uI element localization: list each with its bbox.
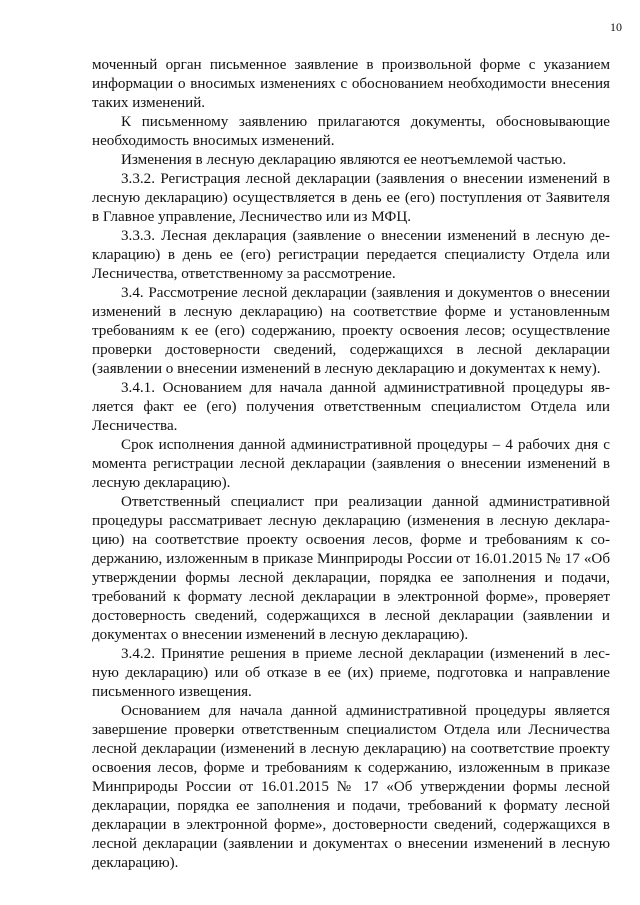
page-number: 10: [610, 20, 622, 34]
paragraph-continuation: моченный орган письменное заявление в произвольной форме с указанием информации о вносимых изменениях с обоснованием необходимости внесения таких изменений.: [92, 57, 610, 111]
paragraph-attachments: К письменному заявлению прилагаются документы, обосновывающие необходимость вносимых изменений.: [92, 114, 610, 149]
paragraph-3-3-3: 3.3.3. Лесная декларация (заявление о внесении изменений в лесную декларацию) в день ее (его) регистрации передается специалисту Отдела или Лесничества, ответственному за рассмотрение.: [92, 228, 610, 282]
paragraph-basis: Основанием для начала данной административной процедуры является завершение проверки ответственным специалистом Отдела или Лесничества лесной декларации (изменений в лесную декларацию) на соответствие проекту освоения лесов, форме и требованиям к содержанию, изложенным в приказе Минприроды России от 16.01.2015 № 17 «Об утверждении формы лесной декларации, порядка ее заполнения и подачи, требований к формату лесной декларации в электронной форме», достоверности сведений, содержащихся в лесной декларации (заявлении и документах о внесении изменений в лесную декларацию).: [92, 703, 610, 871]
paragraph-3-3-2: 3.3.2. Регистрация лесной декларации (заявления о внесении изменений в лесную декларацию) осуществляется в день ее (его) поступления от Заявителя в Главное управление, Лесничество или из МФЦ.: [92, 171, 610, 225]
paragraph-deadline: Срок исполнения данной административной процедуры – 4 рабочих дня с момента регистрации лесной декларации (заявления о внесении изменений в лесную декларацию).: [92, 437, 610, 491]
document-body: [92, 56, 610, 873]
paragraph-integral-part: Изменения в лесную декларацию являются ее неотъемлемой частью.: [121, 152, 567, 168]
paragraph-specialist-review: Ответственный специалист при реализации данной административной процедуры рассматривает лесную декларацию (изменения в лесную декларацию) на соответствие проекту освоения лесов, форме и требованиям к содержанию, изложенным в приказе Минприроды России от 16.01.2015 № 17 «Об утверждении формы лесной декларации, порядка ее заполнения и подачи, требований к формату лесной декларации в электронной форме», проверяет достоверность сведений, содержащихся в лесной декларации (заявлении и документах о внесении изменений в лесную декларацию).: [92, 494, 610, 643]
paragraph-3-4: 3.4. Рассмотрение лесной декларации (заявления и документов о внесении изменений в лесную декларацию) на соответствие форме и установленным требованиям к ее (его) содержанию, проекту освоения лесов; осуществление проверки достоверности сведений, содержащихся в лесной декларации (заявлении о внесении изменений в лесную декларацию и документах к нему).: [92, 285, 610, 377]
paragraph-3-4-2: 3.4.2. Принятие решения в приеме лесной декларации (изменений в лесную декларацию) или об отказе в ее (их) приеме, подготовка и направление письменного извещения.: [92, 646, 610, 700]
paragraph-3-4-1: 3.4.1. Основанием для начала данной административной процедуры является факт ее (его) получения ответственным специалистом Отдела или Лесничества.: [92, 380, 610, 434]
